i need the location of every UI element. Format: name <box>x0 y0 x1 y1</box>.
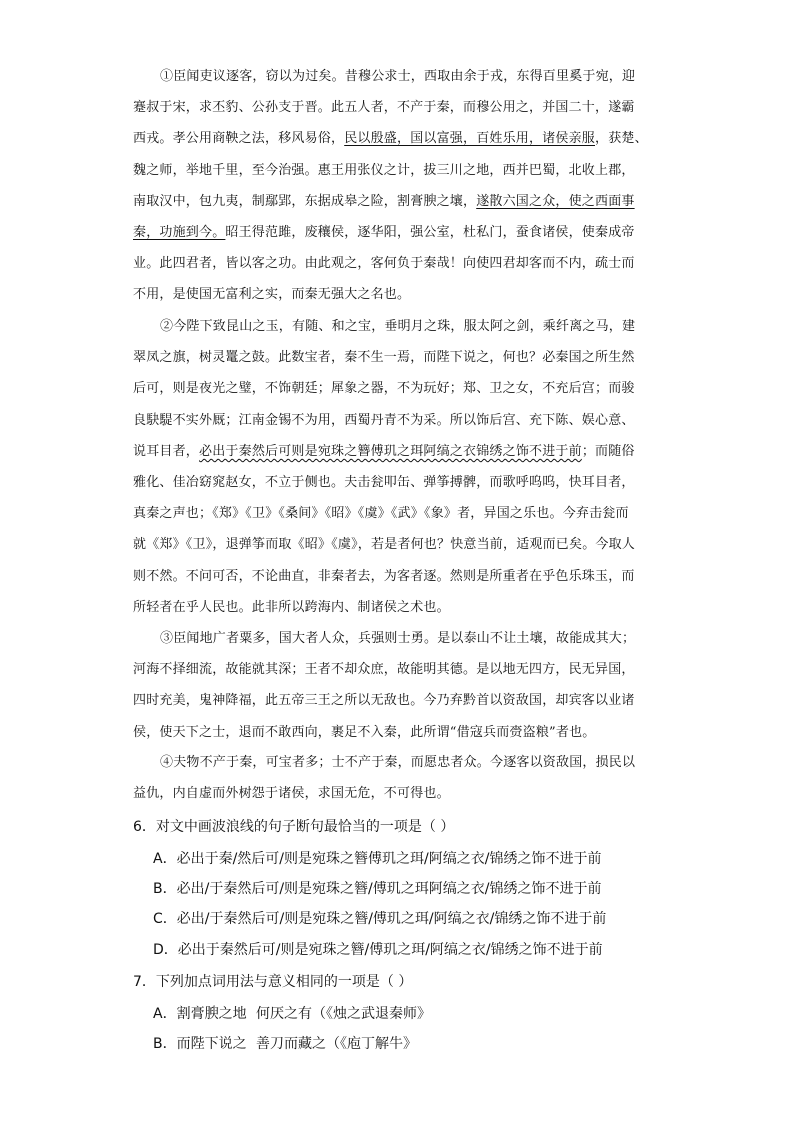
wavy-underlined-sentence: 必出于秦然后可则是宛珠之簪傅玑之珥阿缟之衣锦绣之饰不进于前 <box>199 443 582 459</box>
text-line: ②今陛下致昆山之玉，有随、和之宝，垂明月之珠，服太阿之剑，乘纤离之马，建 <box>160 319 636 334</box>
text-line <box>133 186 663 217</box>
text-line: 益仇，内自虚而外树怨于诸侯，求国无危，不可得也。 <box>133 786 450 802</box>
text-line: 魏之师，举地千里，至今治强。惠王用张仪之计，拔三川之地，西并巴蜀，北收上郡， <box>133 162 635 178</box>
option-phrase: B．而陛下说之 <box>153 1036 247 1052</box>
option-phrase: 善刀而藏之（《庖丁解牛》 <box>256 1036 417 1052</box>
passage-paragraph-1 <box>133 61 663 311</box>
text-run: 西戎。孝公用商鞅之法，移风易俗， <box>133 131 345 147</box>
text-line <box>133 436 663 467</box>
question-7-option-b <box>153 1033 417 1053</box>
text-line: ④夫物不产于秦，可宝者多；士不产于秦，而愿忠者众。今逐客以资敌国，损民以 <box>160 755 636 770</box>
question-6-option-a: A．必出于秦/然后可/则是宛珠之簪傅玑之珥/阿缟之衣/锦绣之饰不进于前 <box>153 851 602 867</box>
text-line: 蹇叔于宋，求丕豹、公孙支于晋。此五人者，不产于秦，而穆公用之，并国二十，遂霸 <box>133 100 635 116</box>
underlined-sentence: 民以殷盛，国以富强，百姓乐用，诸侯亲服 <box>344 131 596 147</box>
passage-paragraph-2 <box>133 311 663 623</box>
underlined-sentence: 遂散六国之众，使之西面事 <box>476 193 635 209</box>
text-line: 四时充美，鬼神降福，此五帝三王之所以无敌也。今乃弃黔首以资敌国，却宾客以业诸 <box>133 693 635 709</box>
text-line: 不用，是使国无富利之实，而秦无强大之名也。 <box>133 287 411 303</box>
question-7-option-a <box>153 1003 431 1023</box>
underlined-sentence: 秦，功施到今。 <box>133 224 226 240</box>
text-line <box>133 123 663 154</box>
text-line: 翠凤之旗，树灵鼍之鼓。此数宝者，秦不生一焉，而陛下说之，何也？必秦国之所生然 <box>133 350 635 366</box>
question-6-option-d: D．必出于秦然后可/则是宛珠之簪/傅玑之珥/阿缟之衣/锦绣之饰不进于前 <box>153 942 603 958</box>
text-line: 所轻者在乎人民也。此非所以跨海内、制诸侯之术也。 <box>133 599 450 615</box>
question-6-stem: 6．对文中画波浪线的句子断句最恰当的一项是（ ） <box>133 819 455 835</box>
text-line <box>133 217 663 248</box>
text-line: 良駃騠不实外厩；江南金锡不为用，西蜀丹青不为采。所以饰后宫、充下陈、娱心意、 <box>133 412 635 428</box>
passage-paragraph-3 <box>133 623 663 748</box>
text-run: 南取汉中，包九夷，制鄢郢，东据成皋之险，割膏腴之壤， <box>133 193 477 209</box>
text-run: 说耳目者， <box>133 443 200 459</box>
text-run: ，获楚、 <box>595 131 648 147</box>
text-run: 昭王得范雎，废穰侯，逐华阳，强公室，杜私门，蚕食诸侯，使秦成帝 <box>225 224 635 240</box>
text-line: 雅化、佳冶窈窕赵女，不立于侧也。夫击瓮叩缶、弹筝搏髀，而歌呼呜呜，快耳目者， <box>133 474 635 490</box>
text-line: ③臣闻地广者粟多，国大者人众，兵强则士勇。是以泰山不让土壤，故能成其大； <box>160 631 636 646</box>
option-phrase: A．割膏腴之地 <box>153 1006 247 1022</box>
text-line: 侯，使天下之士，退而不敢西向，裹足不入秦，此所谓“借寇兵而赍盗粮”者也。 <box>133 724 596 740</box>
question-7-stem: 7．下列加点词用法与意义相同的一项是（ ） <box>133 974 413 990</box>
passage-paragraph-4 <box>133 747 663 809</box>
text-line: 则不然。不问可否，不论曲直，非秦者去，为客者逐。然则是所重者在乎色乐珠玉，而 <box>133 568 635 584</box>
text-line: 就《郑》《卫》，退弹筝而取《昭》《虞》，若是者何也？快意当前，适观而已矣。今取人 <box>133 537 636 553</box>
question-6-option-b: B．必出/于秦然后可/则是宛珠之簪/傅玑之珥阿缟之衣/锦绣之饰不进于前 <box>153 881 602 897</box>
text-line: 后可，则是夜光之璧，不饰朝廷；犀象之器，不为玩好；郑、卫之女，不充后宫；而骏 <box>133 381 635 397</box>
text-line: 河海不择细流，故能就其深；王者不却众庶，故能明其德。是以地无四方，民无异国， <box>133 662 635 678</box>
text-run: ；而随俗 <box>581 443 635 459</box>
text-line: 真秦之声也；《郑》《卫》《桑间》《昭》《虞》《武》《象》者，异国之乐也。今弃击瓮而 <box>133 506 629 522</box>
text-line: ①臣闻吏议逐客，窃以为过矣。昔穆公求士，西取由余于戎，东得百里奚于宛，迎 <box>160 69 636 84</box>
text-line: 业。此四君者，皆以客之功。由此观之，客何负于秦哉！向使四君却客而不内，疏士而 <box>133 256 635 272</box>
question-6-option-c: C．必出/于秦然后可/则是宛珠之簪/傅玑之珥/阿缟之衣/锦绣之饰不进于前 <box>153 911 607 927</box>
option-phrase: 何厌之有（《烛之武退秦师》 <box>256 1006 431 1022</box>
